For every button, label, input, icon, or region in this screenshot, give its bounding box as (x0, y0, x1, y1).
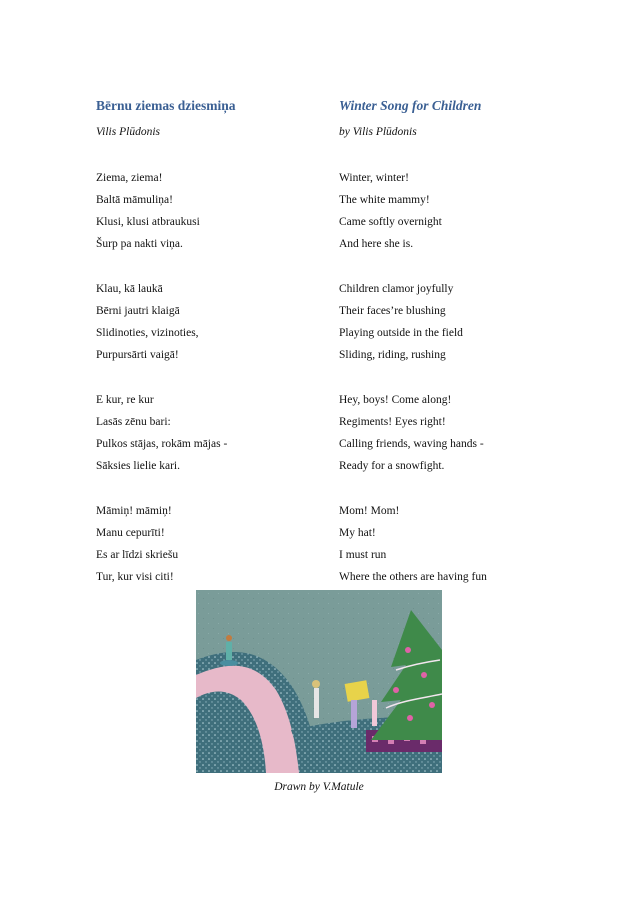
poem-line: Baltā māmuliņa! (96, 194, 173, 206)
english-author: by Vilis Plūdonis (339, 126, 417, 138)
drawing-caption: Drawn by V.Matule (274, 781, 364, 793)
poem-line: Ziema, ziema! (96, 172, 163, 184)
english-title: Winter Song for Children (339, 98, 482, 113)
poem-line: Māmiņ! māmiņ! (96, 505, 172, 517)
poem-line: Tur, kur visi citi! (96, 571, 174, 583)
poem-line: Klau, kā laukā (96, 283, 163, 295)
drawing-illustration (196, 590, 442, 773)
poem-line: Came softly overnight (339, 216, 442, 228)
poem-line: My hat! (339, 527, 376, 539)
poem-line: Sāksies lielie kari. (96, 460, 180, 472)
poem-line: Hey, boys! Come along! (339, 394, 452, 406)
poem-line: Purpursārti vaigā! (96, 349, 179, 361)
poem-line: The white mammy! (339, 194, 430, 206)
poem-line: Pulkos stājas, rokām mājas - (96, 438, 228, 450)
poem-line: Manu cepurīti! (96, 527, 165, 539)
poem-line: Šurp pa nakti viņa. (96, 238, 183, 250)
poem-line: Where the others are having fun (339, 571, 487, 583)
latvian-author: Vilis Plūdonis (96, 126, 160, 138)
poem-line: Their faces’re blushing (339, 305, 446, 317)
poem-line: Ready for a snowfight. (339, 460, 445, 472)
poem-line: Playing outside in the field (339, 327, 463, 339)
poem-line: Mom! Mom! (339, 505, 400, 517)
poem-line: Calling friends, waving hands - (339, 438, 484, 450)
poem-line: Slidinoties, vizinoties, (96, 327, 199, 339)
poem-line: I must run (339, 549, 387, 561)
poem-line: Sliding, riding, rushing (339, 349, 446, 361)
poem-line: Es ar līdzi skriešu (96, 549, 179, 561)
latvian-title: Bērnu ziemas dziesmiņa (96, 98, 236, 113)
poem-line: Klusi, klusi atbraukusi (96, 216, 200, 228)
childrens-drawing (196, 590, 442, 773)
poem-line: Bērni jautri klaigā (96, 305, 180, 317)
poem-line: Lasās zēnu bari: (96, 416, 171, 428)
poem-line: E kur, re kur (96, 394, 154, 406)
poem-line: Regiments! Eyes right! (339, 416, 446, 428)
poem-line: Children clamor joyfully (339, 283, 454, 295)
poem-line: And here she is. (339, 238, 414, 250)
poem-line: Winter, winter! (339, 172, 409, 184)
